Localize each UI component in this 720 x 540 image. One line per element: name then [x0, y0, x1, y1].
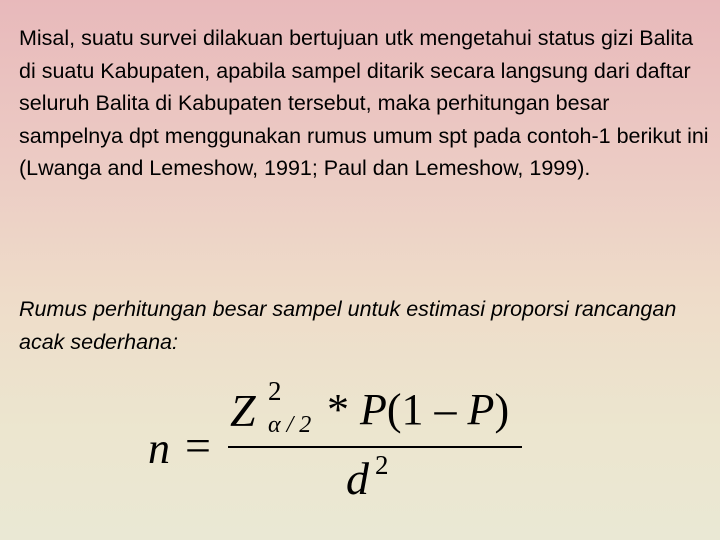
formula-equals: = — [185, 420, 211, 471]
formula-z-subscript: α / 2 — [268, 412, 312, 438]
sample-size-formula — [140, 370, 540, 510]
formula-p: P — [360, 385, 387, 434]
formula-numerator-rest — [327, 384, 509, 435]
formula-fraction-bar — [228, 446, 522, 448]
formula-star: * — [327, 385, 360, 434]
formula-paren-close: ) — [494, 385, 510, 434]
formula-p2: P — [467, 385, 495, 434]
formula-d-superscript: 2 — [375, 450, 389, 480]
body-paragraph: Misal, suatu survei dilakuan bertujuan utk mengetahui status gizi Balita di suatu Kabupaten, apabila sampel ditarik secara langsung dari daftar seluruh Balita di Kabupaten tersebut, maka perhitungan besar sampelnya dpt menggunakan rumus umum spt pada contoh-1 berikut ini (Lwanga and Lemeshow, 1991; Paul dan Lemeshow, 1999). — [19, 26, 709, 180]
formula-numerator — [230, 370, 530, 440]
formula-intro: Rumus perhitungan besar sampel untuk estimasi proporsi rancangan acak sederhana: — [19, 297, 677, 354]
formula-paren-open: (1 – — [386, 385, 468, 434]
formula-z: Z — [230, 385, 256, 436]
formula-denominator — [346, 450, 389, 505]
formula-lhs: n — [148, 424, 170, 473]
formula-z-superscript: 2 — [268, 376, 282, 406]
formula-d: d — [346, 453, 369, 504]
